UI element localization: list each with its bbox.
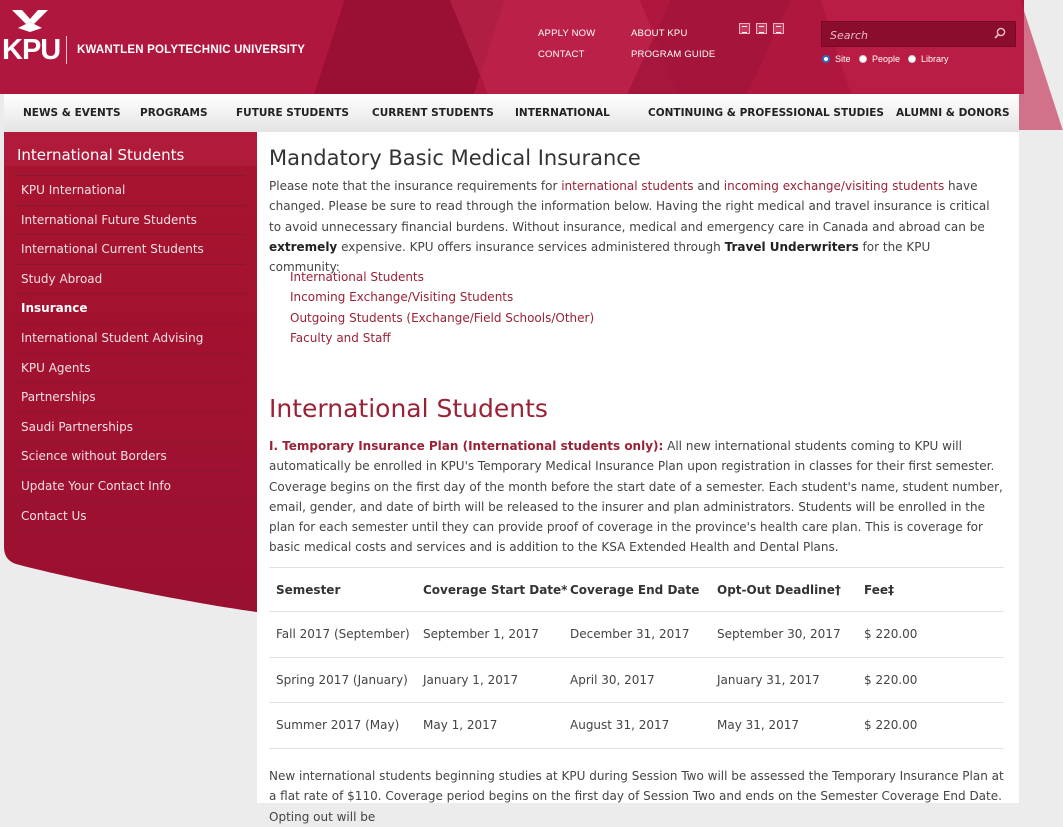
logo-link[interactable] [0, 0, 320, 94]
table-cell: January 1, 2017 [423, 672, 519, 687]
international-students-link[interactable]: international students [561, 179, 694, 193]
sidebar-item-science-without-borders[interactable]: Science without Borders [14, 441, 245, 471]
nav-current-students[interactable]: CURRENT STUDENTS [372, 107, 494, 119]
intro-text: have changed. Please be sure to read through the information below. Having the right medical and travel insurance is critical to avoid unnecessary financial burdens. Without insurance, medical and emergency care in Canada and abroad can be [269, 179, 990, 234]
table-cell: December 31, 2017 [570, 627, 690, 642]
intro-text: for the KPU community: [269, 239, 931, 275]
nav-continuing-studies[interactable]: CONTINUING & PROFESSIONAL STUDIES [648, 107, 884, 119]
table-cell: September 30, 2017 [717, 627, 841, 642]
anchor-outgoing-students[interactable]: Outgoing Students (Exchange/Field Schools/Other) [290, 310, 595, 325]
apply-now-link[interactable]: APPLY NOW [538, 28, 596, 39]
table-cell: Summer 2017 (May) [276, 718, 400, 733]
anchor-international-students[interactable]: International Students [290, 270, 424, 284]
text-size-large-icon[interactable] [773, 23, 784, 34]
coverage-table [269, 567, 1004, 749]
search-icon[interactable] [994, 27, 1006, 39]
intro-bold: Travel Underwriters [724, 239, 859, 254]
plan-text: All new international students coming to KPU will automatically be enrolled in KPU's Temporary Medical Insurance Plan upon registration in classes for their first semester. Coverage begins on the first day of the month before the start date of a semester. Each student's name, student number, email, gender, and date of birth will be released to the insurer and plan administrators. Students will be enrolled in the plan for each semester until they can provide proof of coverage in the province's health care plan. This is coverage for basic medical costs and services and is addition to the KSA Extended Health and Dental Plans. [269, 439, 1003, 555]
table-row [269, 612, 1004, 658]
sidebar-item-kpu-international[interactable]: KPU International [14, 175, 245, 205]
table-header-cell: Semester [276, 582, 341, 597]
sidebar [4, 132, 257, 612]
sidebar-item-study-abroad[interactable]: Study Abroad [14, 264, 245, 294]
session-two-paragraph: New international students beginning studies at KPU during Session Two will be assessed the Temporary Insurance Plan at a flat rate of $110. Coverage period begins on the first day of Session Two and ends on the Semester Coverage End Date. Opting out will be [269, 769, 1004, 824]
table-cell: August 31, 2017 [570, 718, 670, 733]
intro-paragraph [269, 176, 1004, 277]
table-cell: $ 220.00 [864, 718, 918, 733]
kpu-logo-icon [10, 8, 50, 36]
sidebar-item-saudi-partnerships[interactable]: Saudi Partnerships [14, 412, 245, 442]
nav-programs[interactable]: PROGRAMS [140, 107, 208, 119]
radio-icon [859, 55, 867, 63]
nav-international[interactable]: INTERNATIONAL [515, 107, 610, 119]
logo-divider [66, 36, 67, 64]
nav-alumni-donors[interactable]: ALUMNI & DONORS [896, 107, 1010, 119]
table-header-cell: Opt-Out Deadline† [717, 582, 841, 597]
table-header-row [269, 568, 1004, 612]
search-input[interactable] [828, 26, 982, 44]
plan-paragraph [269, 436, 1004, 558]
table-cell: May 31, 2017 [717, 718, 800, 733]
table-cell: May 1, 2017 [423, 718, 498, 733]
nav-future-students[interactable]: FUTURE STUDENTS [236, 107, 349, 119]
table-header-cell: Fee‡ [864, 582, 894, 597]
exchange-students-link[interactable]: incoming exchange/visiting students [723, 179, 945, 193]
radio-icon [908, 55, 916, 63]
contact-link[interactable]: CONTACT [538, 49, 585, 60]
intro-bold: extremely [269, 239, 338, 254]
anchor-faculty-staff[interactable]: Faculty and Staff [290, 330, 391, 345]
about-kpu-link[interactable]: ABOUT KPU [631, 28, 688, 39]
scope-library-radio[interactable]: Library [908, 54, 949, 64]
table-cell: Fall 2017 (September) [276, 627, 410, 642]
logo-text: KPU [2, 34, 61, 66]
section-title: International Students [269, 394, 548, 423]
university-name: KWANTLEN POLYTECHNIC UNIVERSITY [77, 44, 306, 56]
table-cell: Spring 2017 (January) [276, 672, 408, 687]
intro-text: expensive. KPU offers insurance services administered through [337, 239, 725, 254]
table-cell: $ 220.00 [864, 672, 918, 687]
site-header [0, 0, 1024, 94]
scope-people-radio[interactable]: People [859, 54, 900, 64]
table-header-cell: Coverage Start Date* [423, 582, 568, 597]
table-header-cell: Coverage End Date [570, 582, 700, 597]
sidebar-title: International Students [17, 146, 185, 164]
sidebar-item-kpu-agents[interactable]: KPU Agents [14, 353, 245, 383]
sidebar-item-current-students[interactable]: International Current Students [14, 234, 245, 264]
table-cell: $ 220.00 [864, 627, 918, 642]
sidebar-item-future-students[interactable]: International Future Students [14, 205, 245, 235]
anchor-link-list [290, 267, 594, 348]
table-cell: January 31, 2017 [717, 672, 820, 687]
text-size-medium-icon[interactable] [756, 23, 767, 34]
page-title: Mandatory Basic Medical Insurance [269, 146, 641, 170]
table-row [269, 703, 1004, 749]
program-guide-link[interactable]: PROGRAM GUIDE [631, 49, 716, 60]
sidebar-item-partnerships[interactable]: Partnerships [14, 382, 245, 412]
radio-selected-icon [822, 55, 830, 63]
nav-news-events[interactable]: NEWS & EVENTS [23, 107, 121, 119]
sidebar-item-student-advising[interactable]: International Student Advising [14, 323, 245, 353]
main-content [257, 132, 1019, 824]
intro-text: and [693, 179, 724, 193]
search-box [821, 21, 1016, 47]
plan-lead: I. Temporary Insurance Plan (International students only): [269, 439, 664, 453]
sidebar-item-contact-us[interactable]: Contact Us [14, 501, 245, 531]
scope-site-radio[interactable]: Site [822, 54, 851, 64]
text-size-small-icon[interactable] [739, 23, 750, 34]
intro-text: Please note that the insurance requirements for [269, 179, 562, 193]
table-cell: September 1, 2017 [423, 627, 539, 642]
table-cell: April 30, 2017 [570, 672, 655, 687]
main-nav [4, 94, 1019, 133]
sidebar-menu [14, 175, 245, 530]
sidebar-item-update-contact-info[interactable]: Update Your Contact Info [14, 471, 245, 501]
table-row [269, 658, 1004, 704]
sidebar-item-insurance[interactable]: Insurance [14, 293, 245, 323]
anchor-incoming-exchange[interactable]: Incoming Exchange/Visiting Students [290, 290, 514, 305]
